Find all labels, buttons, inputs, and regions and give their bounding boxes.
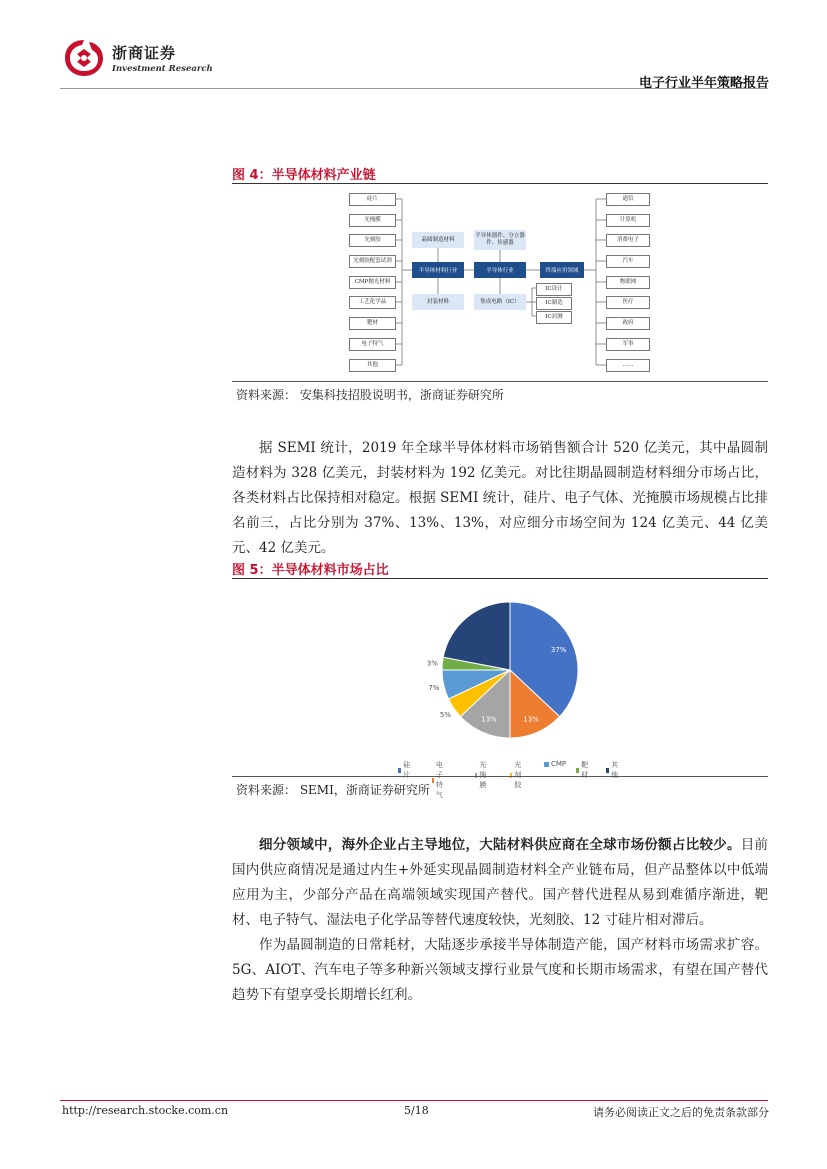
left-item: 光刻胶 [349, 234, 396, 247]
ic-item: IC设计 [536, 283, 572, 296]
legend-item-3 [510, 760, 524, 790]
paragraph-1 [232, 436, 768, 561]
pie-data-label-5: 3% [426, 659, 438, 668]
semiconductor-materials-box: 半导体材料行业 [412, 262, 464, 278]
legend-label: 光掩膜 [479, 761, 487, 789]
legend-item-0 [398, 760, 412, 780]
legend-label: 其他 [611, 761, 619, 779]
pie-data-label-1: 13% [523, 715, 539, 724]
figure-5-top-rule [232, 578, 768, 579]
right-item: 消费电子 [606, 234, 650, 247]
pie-data-label-2: 13% [481, 715, 497, 724]
legend-swatch [544, 762, 549, 767]
legend-swatch [432, 778, 434, 783]
packaging-materials-box: 封装材料 [412, 294, 464, 310]
end-application-box: 终端应用领域 [540, 262, 584, 278]
left-item: 光刻胶配套试剂 [349, 255, 396, 268]
right-item: 通信 [606, 193, 650, 206]
pie-data-label-3: 5% [439, 710, 452, 719]
figure-5-bottom-rule [232, 776, 768, 777]
figure-5-caption: 图 5：半导体材料市场占比 [232, 563, 389, 578]
legend-item-2 [475, 760, 489, 790]
footer-url[interactable]: http://research.stocke.com.cn [62, 1104, 229, 1117]
market-share-pie-chart [400, 590, 620, 750]
pie-data-label-4: 7% [428, 684, 440, 693]
left-item: 其他 [349, 359, 396, 372]
footer-disclaimer: 请务必阅读正文之后的免责条款部分 [593, 1106, 769, 1119]
legend-swatch [576, 768, 579, 773]
right-item: 医疗 [606, 296, 650, 309]
paragraph-3-text: 作为晶圆制造的日常耗材，大陆逐步承接半导体制造产能，国产材料市场需求扩容。5G、AIOT、汽车电子等多种新兴领域支撑行业景气度和长期市场需求，有望在国产替代趋势下有望享受长期增长红利。 [232, 937, 768, 1003]
paragraph-2 [232, 833, 768, 933]
legend-item-4 [544, 760, 566, 768]
figure-4-source: 资料来源： 安集科技招股说明书，浙商证券研究所 [236, 388, 504, 402]
figure-5-source: 资料来源： SEMI，浙商证券研究所 [236, 783, 430, 797]
left-item: 工艺化学品 [349, 296, 396, 309]
legend-item-6 [606, 760, 620, 780]
legend-label: CMP [551, 760, 567, 768]
legend-label: 硅片 [403, 761, 411, 779]
legend-label: 光刻胶 [514, 761, 522, 789]
ic-box: 集成电路（IC） [474, 294, 526, 310]
right-item: …… [606, 359, 650, 372]
figure-4-bottom-rule [232, 381, 768, 382]
paragraph-1-text: 据 SEMI 统计，2019 年全球半导体材料市场销售额合计 520 亿美元，其中晶圆制造材料为 328 亿美元，封装材料为 192 亿美元。对比往期晶圆制造材料细分市场占比，各类材料占比保持相对稳定。根据 SEMI 统计，硅片、电子气体、光掩膜市场规模占比排名前三，占比分别为 37%、13%、13%，对应细分市场空间为 124 亿美元、44 亿美元、42 亿美元。 [232, 440, 768, 556]
pie-data-label-0: 37% [550, 645, 567, 654]
page-number: 5/18 [404, 1104, 429, 1117]
industry-chain-diagram [0, 0, 827, 390]
logo-text-cn: 浙商证券 [112, 44, 177, 62]
right-item: 汽车 [606, 255, 650, 268]
wafer-materials-box: 晶圆制造材料 [412, 232, 464, 248]
paragraph-2-rest: 目前国内供应商情况是通过内生+外延实现晶圆制造材料全产业链布局，但产品整体以中低端应用为主，少部分产品在高端领域实现国产替代。国产替代进程从易到难循序渐进，靶材、电子特气、湿法电子化学品等替代速度较快，光刻胶、12 寸硅片相对滞后。 [232, 837, 769, 928]
logo-text-en: Investment Research [112, 64, 213, 74]
left-item: 光掩膜 [349, 214, 396, 227]
legend-swatch [398, 768, 401, 773]
paragraph-2-bold: 细分领域中，海外企业占主导地位，大陆材料供应商在全球市场份额占比较少。 [259, 837, 741, 853]
legend-item-5 [576, 760, 590, 780]
footer-divider [60, 1100, 768, 1101]
left-item: 电子特气 [349, 338, 396, 351]
semiconductor-industry-box: 半导体行业 [474, 262, 526, 278]
right-item: 物联网 [606, 276, 650, 289]
legend-item-1 [432, 760, 446, 800]
figure-4-caption: 图 4：半导体材料产业链 [232, 168, 376, 183]
legend-label: 靶材 [581, 761, 589, 779]
right-item: 军事 [606, 338, 650, 351]
left-item: 靶材 [349, 317, 396, 330]
right-item: 计算机 [606, 214, 650, 227]
ic-item: IC制造 [536, 297, 572, 310]
devices-box: 半导体器件、分立器件、传感器 [474, 230, 526, 250]
left-item: 硅片 [349, 193, 396, 206]
legend-label: 电子特气 [435, 761, 443, 799]
paragraph-3 [232, 933, 768, 1008]
legend-swatch [606, 768, 609, 773]
left-item: CMP抛光材料 [349, 276, 396, 289]
flowchart-connectors [0, 0, 827, 390]
right-item: 政府 [606, 317, 650, 330]
ic-item: IC封测 [536, 311, 572, 324]
paragraph-2-text [232, 833, 768, 933]
report-title: 电子行业半年策略报告 [638, 76, 769, 91]
